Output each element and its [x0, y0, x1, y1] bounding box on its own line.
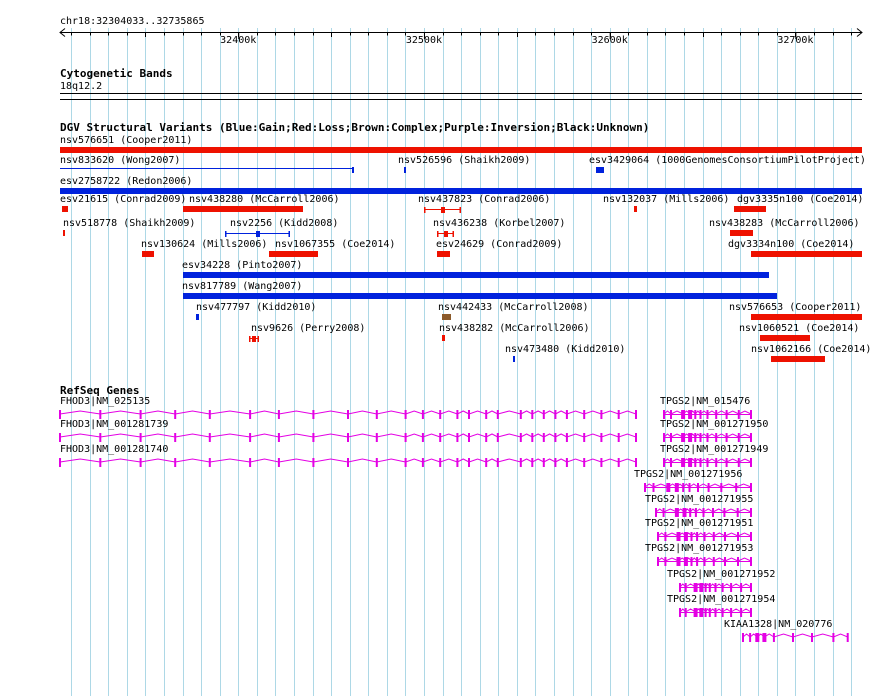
gene-exon	[707, 410, 709, 419]
gene-model[interactable]	[0, 631, 890, 645]
variant-label: nsv436238 (Korbel2007)	[433, 218, 566, 229]
gene-exon	[696, 532, 698, 541]
gene-exon	[681, 410, 685, 419]
gene-exon	[726, 410, 728, 419]
gene-exon	[750, 433, 752, 442]
gene-exon	[663, 433, 665, 442]
gene-exon	[738, 433, 740, 442]
gene-exon	[677, 557, 681, 566]
gene-exon	[685, 608, 687, 617]
gene-label: FHOD3|NM_001281740	[60, 444, 169, 455]
variant-glyph[interactable]	[0, 206, 890, 216]
gene-exon	[750, 508, 752, 517]
variant-bar[interactable]	[596, 167, 604, 173]
variant-label: esv21615 (Conrad2009)	[60, 194, 187, 205]
gene-exon	[723, 508, 725, 517]
gene-exon	[750, 532, 752, 541]
variant-label: nsv1067355 (Coe2014)	[275, 239, 396, 250]
variant-label: dgv3335n100 (Coe2014)	[737, 194, 864, 205]
variant-label: nsv437823 (Conrad2006)	[418, 194, 551, 205]
ruler-tick-label: 32400k	[220, 35, 257, 46]
gene-label: TPGS2|NM_001271949	[660, 444, 769, 455]
gene-exon	[675, 508, 679, 517]
gene-exon	[694, 583, 698, 592]
variant-label: nsv833620 (Wong2007)	[60, 155, 181, 166]
variant-label: esv34228 (Pinto2007)	[182, 260, 303, 271]
gene-exon	[705, 608, 707, 617]
gene-exon	[688, 433, 692, 442]
gene-exon	[663, 458, 665, 467]
region-label: chr18:32304033..32735865	[60, 16, 205, 27]
gene-exon	[663, 508, 665, 517]
gene-model[interactable]	[0, 481, 890, 495]
gene-label: FHOD3|NM_001281739	[60, 419, 169, 430]
gene-label: KIAA1328|NM_020776	[724, 619, 833, 630]
gene-exon	[670, 458, 672, 467]
gene-exon	[742, 633, 744, 642]
gene-label: TPGS2|NM_001271952	[667, 569, 776, 580]
gene-exon	[695, 508, 697, 517]
gene-exon	[707, 433, 709, 442]
gene-exon	[694, 433, 696, 442]
gene-exon	[696, 557, 698, 566]
gene-exon	[735, 483, 737, 492]
gene-exon	[699, 608, 703, 617]
gene-exon	[700, 458, 702, 467]
gene-exon	[689, 483, 691, 492]
variant-label: nsv1060521 (Coe2014)	[739, 323, 860, 334]
gene-exon	[694, 458, 696, 467]
gene-exon	[773, 633, 775, 642]
gene-exon	[811, 633, 813, 642]
gene-model[interactable]	[0, 606, 890, 620]
gene-exon	[685, 583, 687, 592]
variant-bar[interactable]	[730, 230, 753, 236]
dgv-track-title: DGV Structural Variants (Blue:Gain;Red:Loss;Brown:Complex;Purple:Inversion;Black:Unknown)	[60, 121, 650, 134]
gene-exon	[691, 532, 693, 541]
variant-bar[interactable]	[734, 206, 766, 212]
variant-bar[interactable]	[751, 314, 862, 320]
gene-exon	[664, 557, 666, 566]
gene-exon	[730, 583, 732, 592]
gene-exon	[715, 608, 717, 617]
variant-label: nsv817789 (Wang2007)	[182, 281, 303, 292]
gene-exon	[700, 410, 702, 419]
gene-exon	[681, 458, 685, 467]
variant-label: nsv473480 (Kidd2010)	[505, 344, 626, 355]
variant-label: nsv442433 (McCarroll2008)	[438, 302, 589, 313]
gene-exon	[684, 557, 688, 566]
variant-label: dgv3334n100 (Coe2014)	[728, 239, 855, 250]
gene-exon	[762, 633, 766, 642]
variant-label: esv3429064 (1000GenomesConsortiumPilotProject)	[589, 155, 866, 166]
ruler-tick-label: 32600k	[591, 35, 628, 46]
variant-label: esv2758722 (Redon2006)	[60, 176, 193, 187]
gene-exon	[670, 433, 672, 442]
gene-exon	[691, 557, 693, 566]
variant-glyph[interactable]	[0, 272, 890, 282]
gene-exon	[675, 483, 679, 492]
cytoband-track-title: Cytogenetic Bands	[60, 67, 173, 80]
gene-exon	[709, 608, 711, 617]
variant-label: nsv438282 (McCarroll2006)	[439, 323, 590, 334]
gene-exon	[666, 483, 670, 492]
variant-label: nsv132037 (Mills2006)	[603, 194, 730, 205]
cytoband-lines[interactable]	[0, 90, 890, 104]
gene-exon	[682, 483, 684, 492]
variant-label: nsv518778 (Shaikh2009)	[63, 218, 196, 229]
gene-model[interactable]	[0, 581, 890, 595]
gene-exon	[664, 532, 666, 541]
gene-exon	[697, 483, 699, 492]
gene-exon	[657, 557, 659, 566]
gene-exon	[677, 532, 681, 541]
gene-exon	[740, 583, 742, 592]
variant-label: nsv130624 (Mills2006)	[141, 239, 268, 250]
variant-label: nsv438280 (McCarroll2006)	[189, 194, 340, 205]
gene-exon	[670, 410, 672, 419]
gene-label: TPGS2|NM_001271950	[660, 419, 769, 430]
gene-exon	[730, 608, 732, 617]
gene-exon	[750, 483, 752, 492]
gene-exon	[724, 532, 726, 541]
gene-exon	[703, 508, 705, 517]
gene-exon	[737, 532, 739, 541]
variant-bar[interactable]	[760, 335, 810, 341]
gene-exon	[722, 583, 724, 592]
gene-exon	[720, 483, 722, 492]
variant-label: nsv438283 (McCarroll2006)	[709, 218, 860, 229]
gene-exon	[726, 458, 728, 467]
ruler-tick-label: 32500k	[405, 35, 443, 46]
gene-exon	[715, 583, 717, 592]
gene-exon	[681, 433, 685, 442]
gene-exon	[740, 608, 742, 617]
cytoband-label: 18q12.2	[60, 81, 103, 92]
variant-label: nsv9626 (Perry2008)	[251, 323, 366, 334]
gene-exon	[700, 433, 702, 442]
gene-exon	[750, 608, 752, 617]
variant-label: nsv477797 (Kidd2010)	[196, 302, 317, 313]
gene-exon	[688, 458, 692, 467]
gene-label: TPGS2|NM_001271951	[645, 518, 754, 529]
gene-exon	[699, 583, 703, 592]
gene-exon	[737, 557, 739, 566]
gene-exon	[644, 483, 646, 492]
variant-bar[interactable]	[771, 356, 825, 362]
gene-label: TPGS2|NM_001271954	[667, 594, 776, 605]
gene-exon	[715, 433, 717, 442]
gene-exon	[750, 458, 752, 467]
gene-exon	[704, 532, 706, 541]
gene-exon	[683, 508, 687, 517]
gene-exon	[688, 410, 692, 419]
gene-model[interactable]	[0, 456, 890, 470]
ruler-tick-label: 32700k	[777, 35, 814, 46]
gene-label: TPGS2|NM_001271955	[645, 494, 754, 505]
gene-exon	[737, 508, 739, 517]
gene-exon	[679, 583, 681, 592]
variant-label: nsv576651 (Cooper2011)	[60, 135, 193, 146]
gene-exon	[705, 583, 707, 592]
gene-exon	[715, 410, 717, 419]
variant-bar[interactable]	[183, 272, 769, 278]
gene-exon	[709, 583, 711, 592]
gene-exon	[738, 410, 740, 419]
refseq-track-title: RefSeq Genes	[60, 384, 140, 397]
gene-exon	[713, 557, 715, 566]
gene-model[interactable]	[0, 431, 890, 445]
gene-exon	[713, 532, 715, 541]
gene-exon	[750, 557, 752, 566]
gene-exon	[694, 608, 698, 617]
gene-exon	[684, 532, 688, 541]
variant-label: esv24629 (Conrad2009)	[436, 239, 563, 250]
gene-exon	[722, 608, 724, 617]
variant-bar[interactable]	[751, 251, 862, 257]
variant-label: nsv1062166 (Coe2014)	[751, 344, 872, 355]
gene-exon	[792, 633, 794, 642]
variant-glyph[interactable]	[0, 251, 890, 261]
variant-bar[interactable]	[183, 293, 777, 299]
gene-exon	[694, 410, 696, 419]
gene-exon	[724, 557, 726, 566]
gene-exon	[755, 633, 759, 642]
variant-bar[interactable]	[60, 147, 862, 153]
gene-model[interactable]	[0, 555, 890, 569]
variant-label: nsv2256 (Kidd2008)	[230, 218, 339, 229]
gene-exon	[708, 483, 710, 492]
gene-exon	[750, 410, 752, 419]
gene-exon	[704, 557, 706, 566]
gene-exon	[655, 508, 657, 517]
gene-label: FHOD3|NM_025135	[60, 396, 151, 407]
variant-label: nsv576653 (Cooper2011)	[729, 302, 862, 313]
gene-exon	[653, 483, 655, 492]
gene-exon	[663, 410, 665, 419]
ruler-track[interactable]	[0, 28, 890, 58]
gene-exon	[689, 508, 691, 517]
gene-exon	[750, 583, 752, 592]
gene-exon	[738, 458, 740, 467]
gene-label: TPGS2|NM_001271953	[645, 543, 754, 554]
gene-exon	[657, 532, 659, 541]
gene-model[interactable]	[0, 530, 890, 544]
gene-exon	[832, 633, 834, 642]
gene-exon	[715, 458, 717, 467]
gene-label: TPGS2|NM_015476	[660, 396, 751, 407]
variant-glyph[interactable]	[0, 356, 890, 366]
gene-label: TPGS2|NM_001271956	[634, 469, 743, 480]
gene-exon	[749, 633, 751, 642]
gene-exon	[707, 458, 709, 467]
gene-exon	[726, 433, 728, 442]
variant-label: nsv526596 (Shaikh2009)	[398, 155, 531, 166]
gene-model[interactable]	[0, 506, 890, 520]
gene-exon	[679, 608, 681, 617]
gene-exon	[712, 508, 714, 517]
gene-exon	[847, 633, 849, 642]
